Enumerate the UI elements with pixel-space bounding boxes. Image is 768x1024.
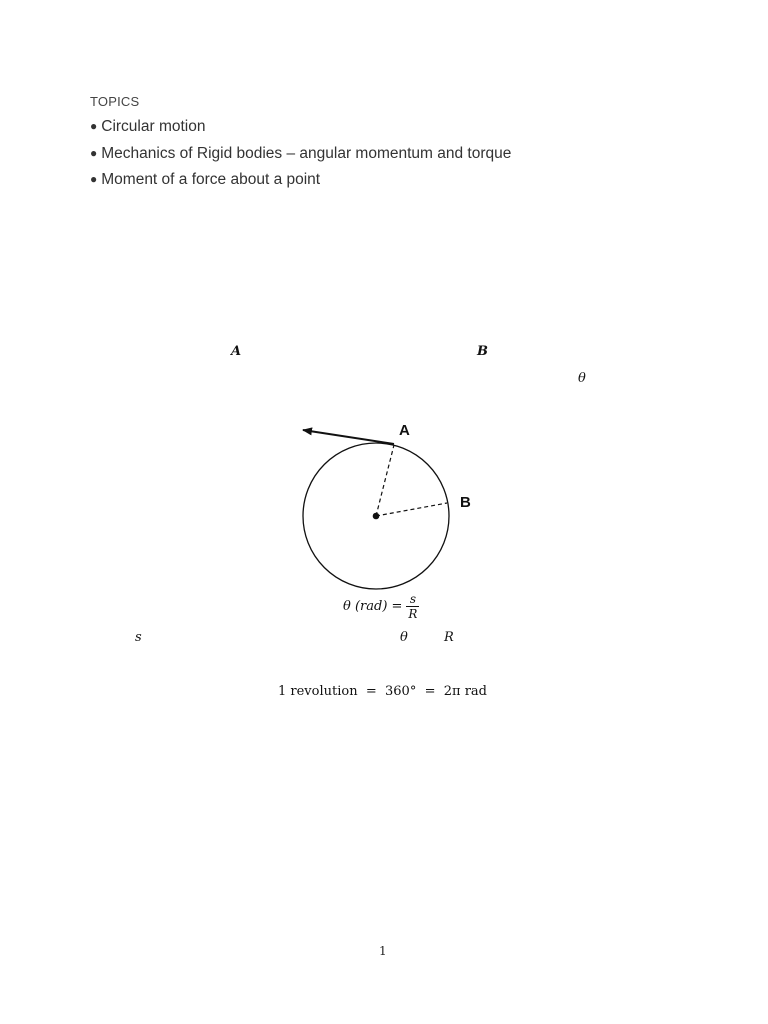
topic-label: Mechanics of Rigid bodies – angular momentum and torque bbox=[101, 145, 512, 162]
circular-motion-diagram bbox=[290, 410, 490, 600]
diagram-label-b: B bbox=[460, 494, 471, 511]
radian-equation bbox=[343, 592, 419, 621]
diagram-label-a: A bbox=[399, 422, 410, 439]
topic-label: Circular motion bbox=[101, 118, 206, 135]
topic-item-moment-of-force bbox=[90, 171, 320, 189]
center-dot bbox=[373, 513, 380, 520]
topics-heading: TOPICS bbox=[90, 94, 140, 109]
math-r: R bbox=[444, 630, 454, 645]
fraction-denominator: R bbox=[408, 607, 418, 621]
math-theta: θ bbox=[578, 371, 586, 386]
radius-to-a bbox=[376, 445, 394, 516]
revolution-equation: 1 revolution = 360° = 2π rad bbox=[278, 684, 487, 699]
topic-item-circular-motion bbox=[90, 118, 205, 136]
bullet-icon: ● bbox=[90, 146, 98, 160]
math-s: s bbox=[135, 630, 142, 645]
topic-item-rigid-bodies bbox=[90, 145, 511, 163]
bullet-icon: ● bbox=[90, 172, 98, 186]
page-number: 1 bbox=[379, 944, 387, 958]
bullet-icon: ● bbox=[90, 119, 98, 133]
radius-to-b bbox=[376, 503, 447, 516]
math-theta-2: θ bbox=[400, 630, 408, 645]
fraction bbox=[406, 592, 419, 621]
math-point-a: A bbox=[231, 344, 242, 359]
fraction-numerator: s bbox=[409, 592, 417, 606]
equation-lhs: θ (rad) = bbox=[343, 599, 403, 614]
topic-label: Moment of a force about a point bbox=[101, 171, 321, 188]
tangent-velocity-arrow bbox=[303, 430, 394, 444]
math-point-b: B bbox=[477, 344, 488, 359]
